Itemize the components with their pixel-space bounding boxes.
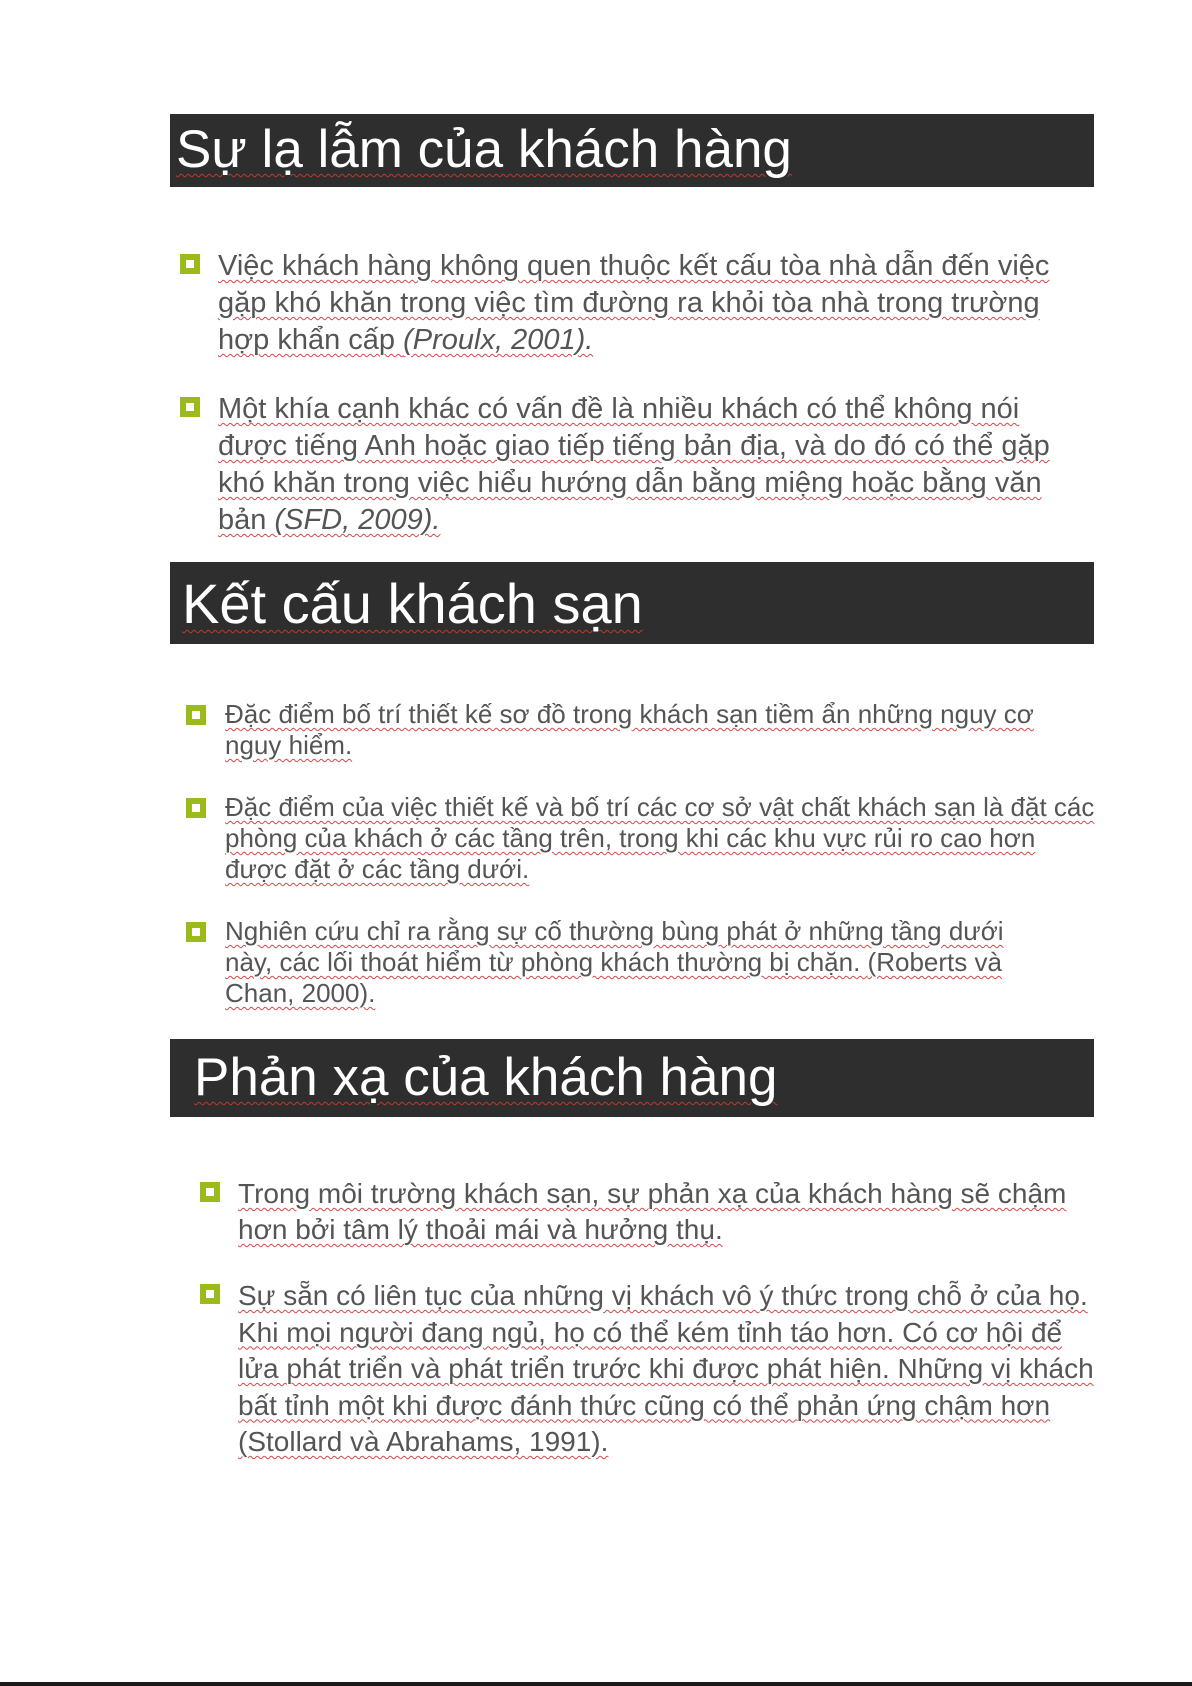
list-item <box>186 699 1096 765</box>
citation: (SFD, 2009). <box>274 504 441 536</box>
bullet-text: Đặc điểm của việc thiết kế và bố trí các cơ sở vật chất khách sạn là đặt các phòng của khách ở các tầng trên, trong khi các khu vực rủi ro cao hơn được đặt ở các tầng dưới. <box>225 792 1095 884</box>
section-title: Sự lạ lẫm của khách hàng <box>176 120 792 179</box>
square-bullet-icon <box>180 397 200 417</box>
list-item <box>180 391 1100 541</box>
square-bullet-icon <box>186 798 206 818</box>
section-title: Phản xạ của khách hàng <box>194 1048 778 1107</box>
list-item <box>200 1278 1100 1462</box>
square-bullet-icon <box>186 922 206 942</box>
bullet-text: Việc khách hàng không quen thuộc kết cấu tòa nhà dẫn đến việc gặp khó khăn trong việc tìm đường ra khỏi tòa nhà trong trường hợp khẩn cấp (Proulx, 2001). <box>218 250 1050 356</box>
bullet-text: Sự sẵn có liên tục của những vị khách vô ý thức trong chỗ ở của họ. Khi mọi người đang ngủ, họ có thể kém tỉnh táo hơn. Có cơ hội để lửa phát triển và phát triển trước khi được phát hiện. Những vị khách bất tỉnh một khi được đánh thức cũng có thể phản ứng chậm hơn (Stollard và Abrahams, 1991). <box>238 1280 1094 1457</box>
square-bullet-icon <box>186 705 206 725</box>
bullet-text: Nghiên cứu chỉ ra rằng sự cố thường bùng phát ở những tầng dưới này, các lối thoát hiểm từ phòng khách thường bị chặn. (Roberts và Chan, 2000). <box>225 916 1004 1008</box>
bottom-border <box>0 1682 1192 1686</box>
list-item <box>186 792 1096 888</box>
citation: (Proulx, 2001). <box>403 324 594 356</box>
citation: (Roberts và Chan, 2000). <box>225 947 1002 1008</box>
section-title: Kết cấu khách sạn <box>182 572 643 635</box>
bullet-text: Một khía cạnh khác có vấn đề là nhiều khách có thể không nói được tiếng Anh hoặc giao tiếp tiếng bản địa, và do đó có thể gặp khó khăn trong việc hiểu hướng dẫn bằng miệng hoặc bằng văn bản (SFD, 2009). <box>218 393 1050 536</box>
list-item <box>200 1176 1100 1250</box>
list-item <box>180 248 1100 358</box>
bullet-text: Trong môi trường khách sạn, sự phản xạ của khách hàng sẽ chậm hơn bởi tâm lý thoải mái và hưởng thụ. <box>238 1178 1067 1245</box>
section-header-1 <box>170 114 1094 187</box>
square-bullet-icon <box>200 1284 220 1304</box>
list-item <box>186 916 1096 1012</box>
section-header-3 <box>170 1039 1094 1117</box>
square-bullet-icon <box>200 1182 220 1202</box>
section-header-2 <box>170 562 1094 644</box>
bullet-text: Đặc điểm bố trí thiết kế sơ đồ trong khách sạn tiềm ẩn những nguy cơ nguy hiểm. <box>225 699 1034 760</box>
square-bullet-icon <box>180 254 200 274</box>
citation: (Stollard và Abrahams, 1991). <box>238 1426 609 1457</box>
